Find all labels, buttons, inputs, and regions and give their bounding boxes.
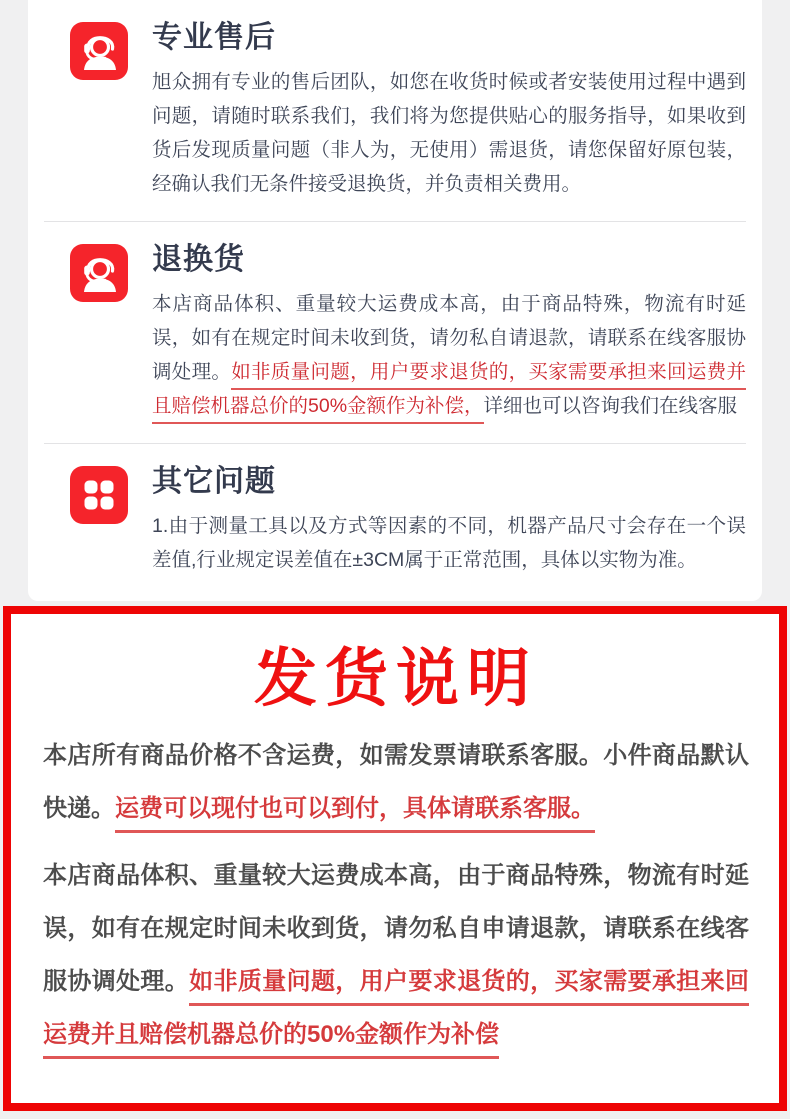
- text-segment-dark: 本店商品体积、重量较大运费成本高，由于商品特殊，物流有时延误，如有在规定时间未收到货，请勿私自请退款，请联系在线客服协调处理。: [152, 293, 746, 383]
- text-segment-red-underline: 如非质量问题，用户要求退货的，买家需要承担来回运费并且赔偿机器总价的50%金额作为补偿，: [152, 361, 746, 424]
- headset-icon: [70, 244, 128, 302]
- section-title: 专业售后: [152, 21, 276, 54]
- shipping-notice-box: [3, 606, 787, 1111]
- notice-paragraph: [43, 849, 749, 1061]
- bottom-gap: [0, 1111, 790, 1119]
- section-body: [152, 65, 746, 201]
- text-segment-red-underline: 如非质量问题，用户要求退货的，买家需要承担来回运费并且赔偿机器总价的50%金额作为补偿: [43, 968, 749, 1059]
- section-body: [152, 287, 746, 423]
- section-returns: [28, 222, 762, 443]
- section-other-issues: [28, 444, 762, 597]
- text-segment-dark: 本店商品体积、重量较大运费成本高，由于商品特殊，物流有时延误，如有在规定时间未收到货，请勿私自申请退款，请联系在线客服协调处理。: [43, 861, 749, 995]
- text-segment-dark: 1.由于测量工具以及方式等因素的不同，机器产品尺寸会存在一个误差值,行业规定误差值在±3CM属于正常范围，具体以实物为准。: [152, 515, 746, 571]
- section-body: [152, 509, 746, 577]
- notice-paragraph: [43, 729, 749, 835]
- section-title: 其它问题: [152, 465, 276, 498]
- text-segment-dark: 详细也可以咨询我们在线客服: [483, 395, 738, 417]
- text-segment-dark: 本店所有商品价格不含运费，如需发票请联系客服。小件商品默认快递。: [43, 741, 749, 822]
- service-info-card: [28, 0, 762, 601]
- section-after-sales: [28, 0, 762, 221]
- text-segment-dark: 旭众拥有专业的售后团队，如您在收货时候或者安装使用过程中遇到问题，请随时联系我们，我们将为您提供贴心的服务指导，如果收到货后发现质量问题（非人为，无使用）需退货，请您保留好原包装，经确认我们无条件接受退换货，并负责相关费用。: [152, 71, 746, 195]
- section-title: 退换货: [152, 243, 245, 276]
- grid-icon: [70, 466, 128, 524]
- headset-icon: [70, 22, 128, 80]
- text-segment-red-underline: 运费可以现付也可以到付，具体请联系客服。: [115, 795, 595, 833]
- shipping-notice-title: 发货说明: [254, 644, 538, 714]
